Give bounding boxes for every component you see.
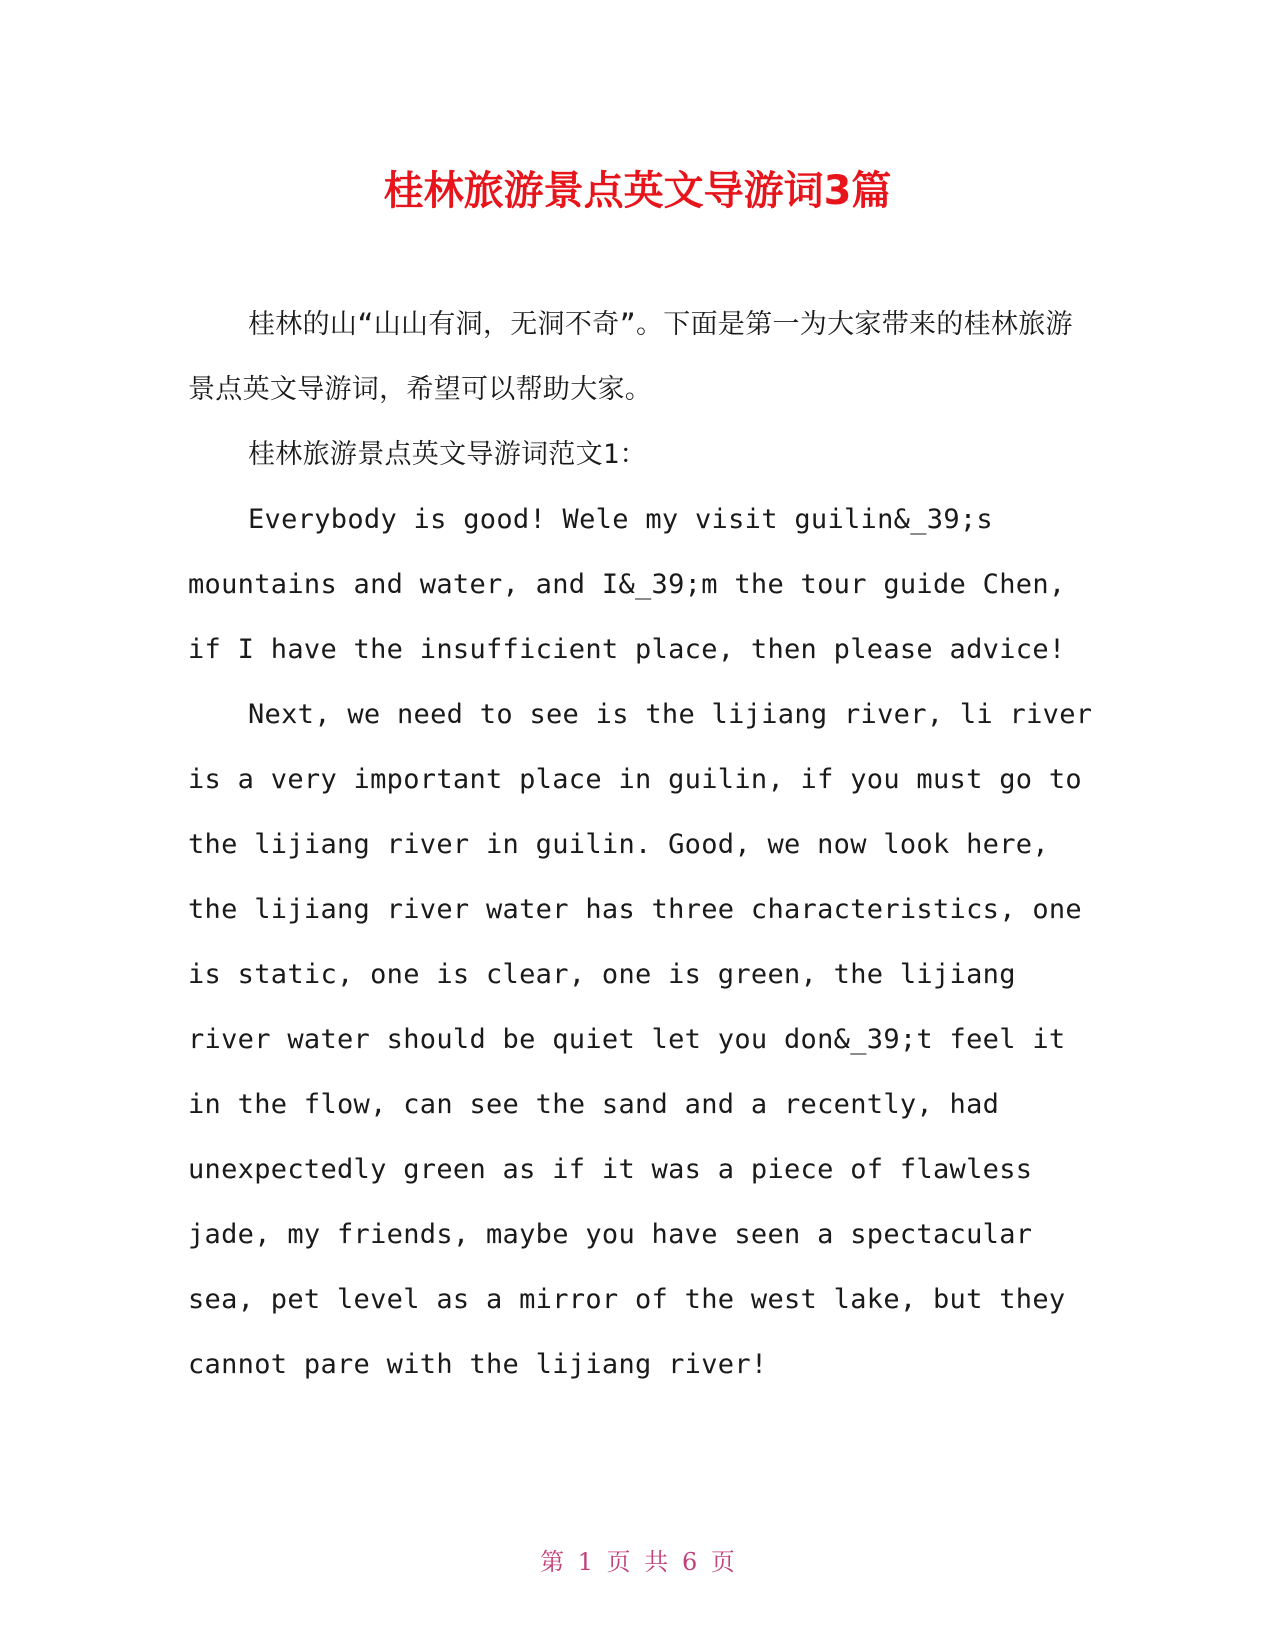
section-heading: 桂林旅游景点英文导游词范文1：	[248, 439, 647, 470]
intro-paragraph: 桂林的山“山山有洞，无洞不奇”。下面是第一为大家带来的桂林旅游景点英文导游词，希望可以帮助大家。	[188, 309, 1073, 405]
page-number-footer: 第 1 页 共 6 页	[540, 1548, 735, 1576]
document-body	[188, 292, 1093, 1397]
document-title: 桂林旅游景点英文导游词3篇	[383, 168, 892, 214]
english-paragraph-2: Next, we need to see is the lijiang river, li river is a very important place in guilin, if you must go to the lijiang river in guilin. Good, we now look here, the lijiang river water has three characteristics, one is static, one is clear, one is green, the lijiang river water should be quiet let you don&_39;t feel it in the flow, can see the sand and a recently, had unexpectedly green as if it was a piece of flawless jade, my friends, maybe you have seen a spectacular sea, pet level as a mirror of the west lake, but they cannot pare with the lijiang river!	[188, 699, 1093, 1380]
english-paragraph-1: Everybody is good! Wele my visit guilin&_39;s mountains and water, and I&_39;m the tour guide Chen, if I have the insufficient place, then please advice!	[188, 504, 1066, 665]
